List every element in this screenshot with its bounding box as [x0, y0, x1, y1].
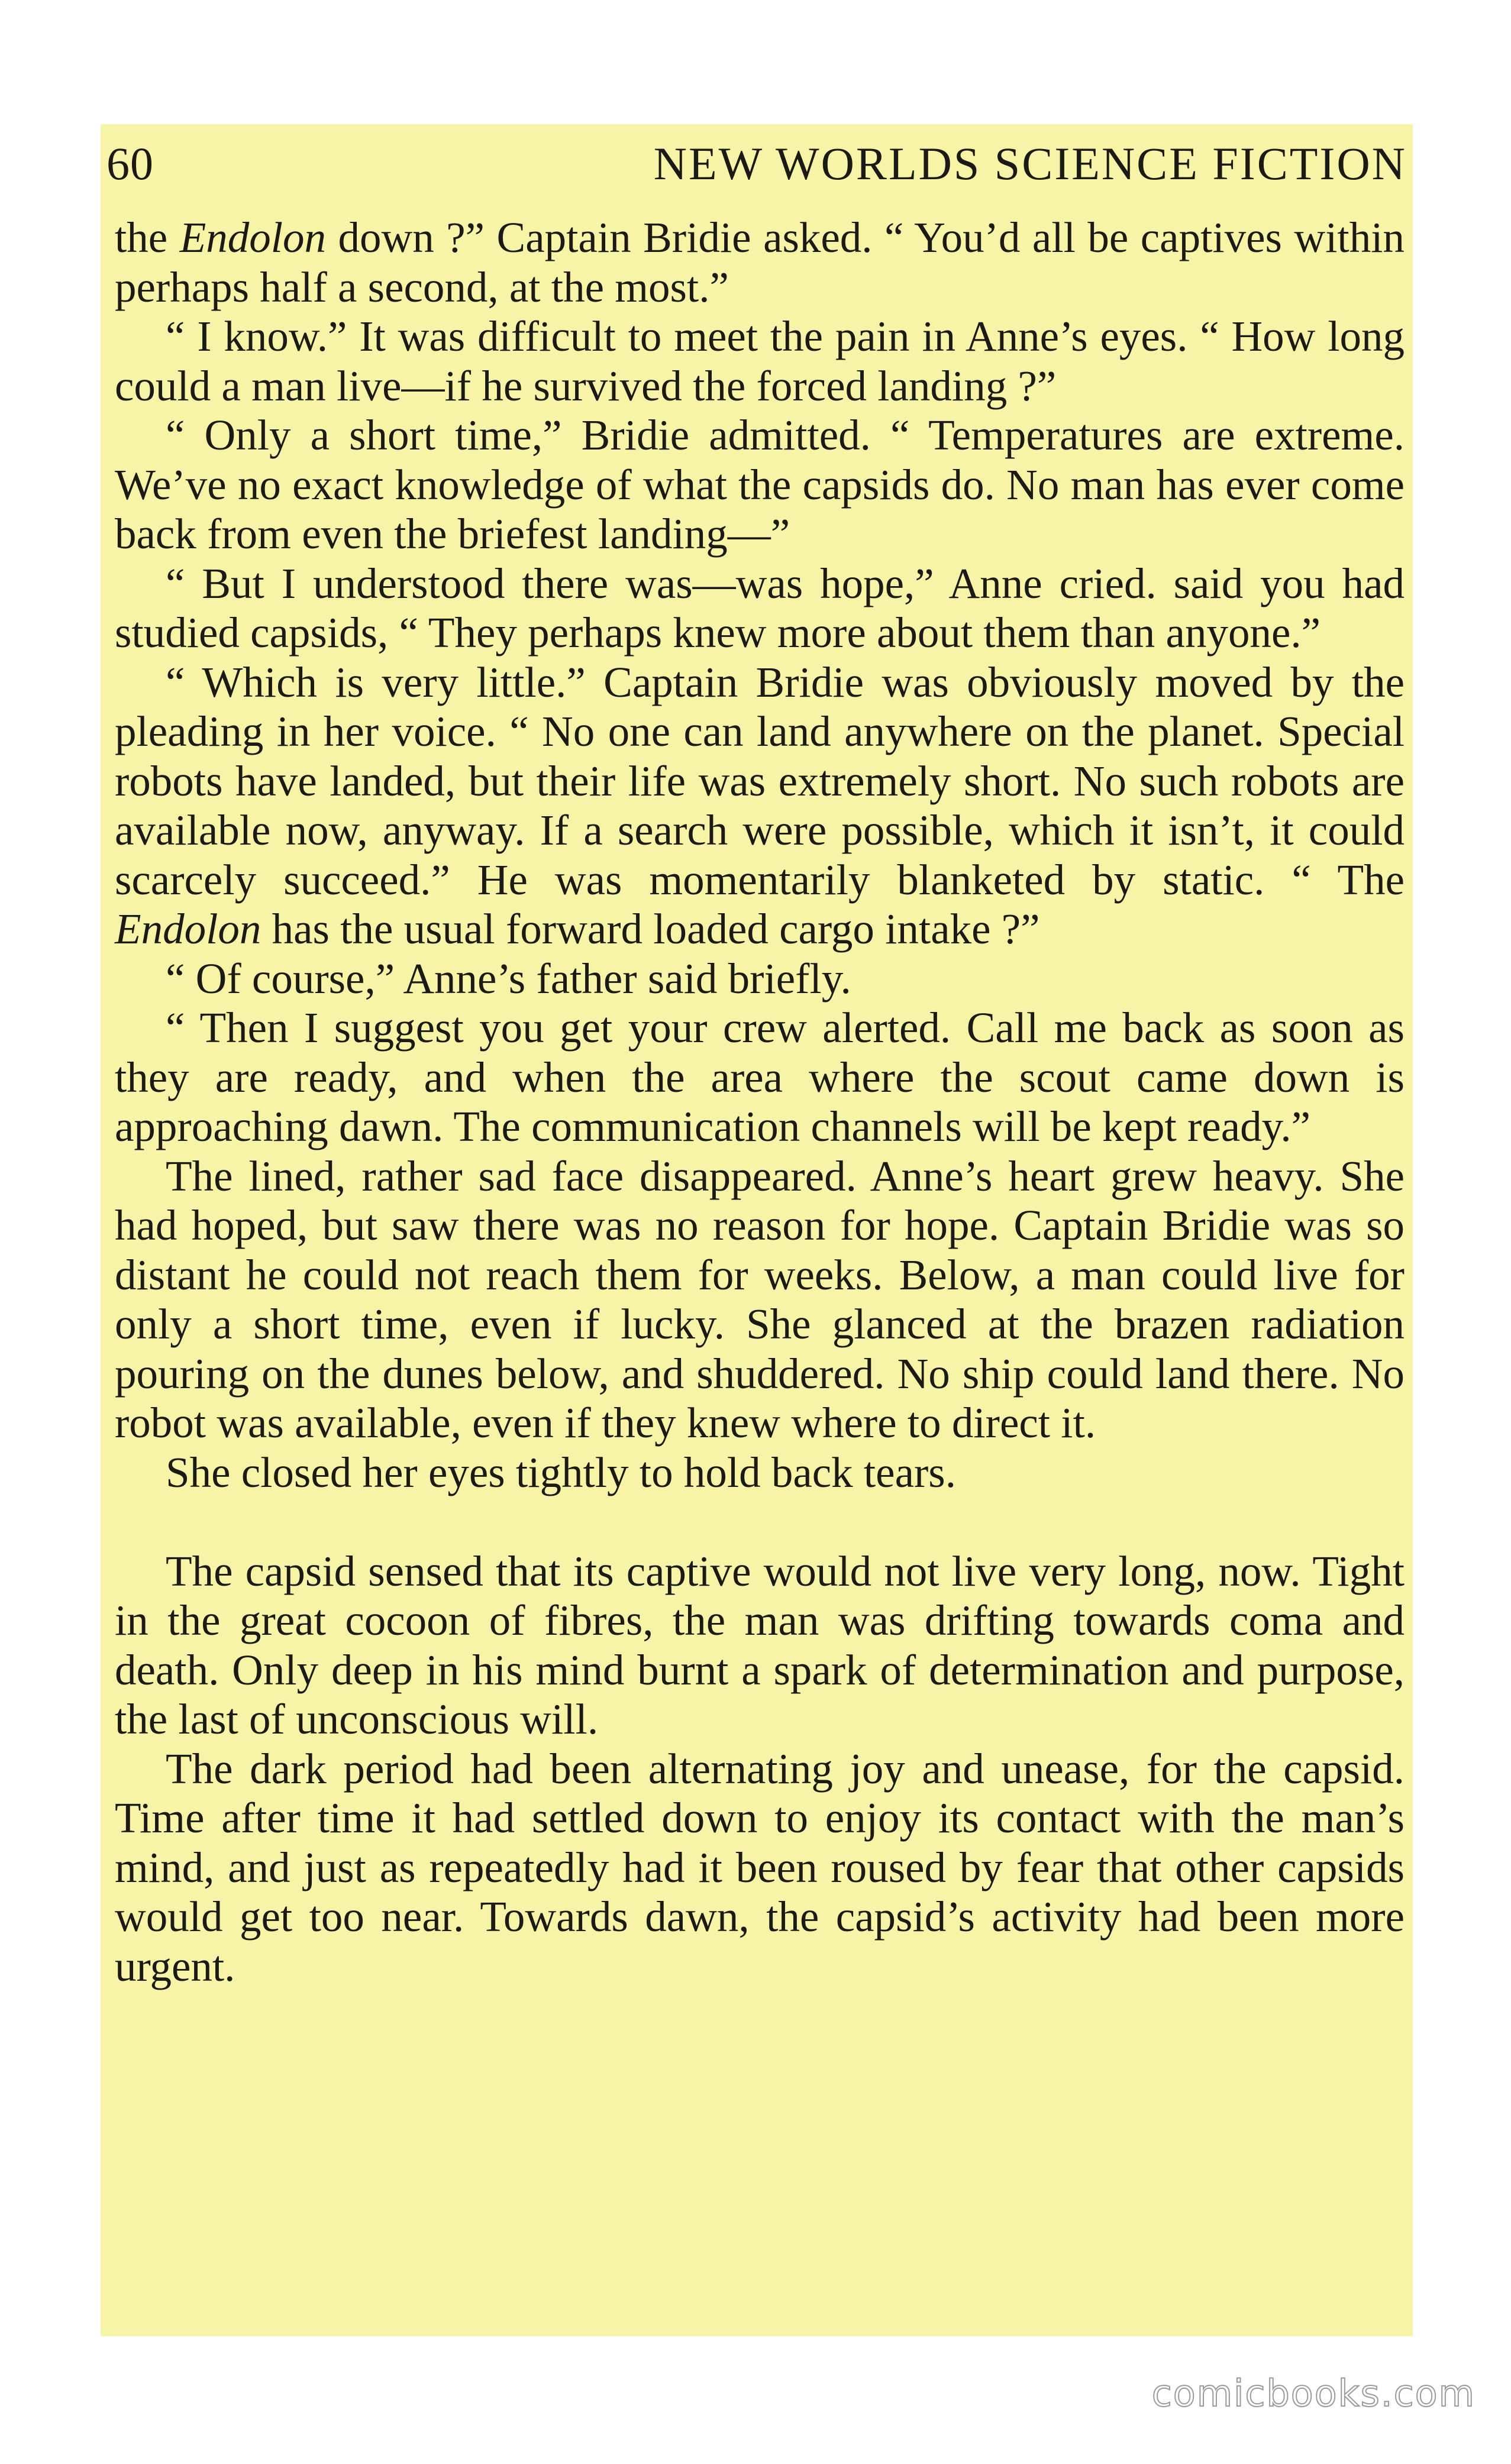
page-header	[106, 131, 1407, 196]
paragraph: “ But I understood there was—was hope,” Anne cried. said you had studied capsids, “ They perhaps knew more about them than anyone.”	[115, 559, 1405, 657]
paragraph: “ Of course,” Anne’s father said briefly.	[166, 954, 851, 1003]
paragraph: “ Which is very little.” Captain Bridie was obviously moved by the pleading in her voice. “ No one can land anywhere on the planet. Special robots have landed, but their life was extremely short. No such robots are available now, anyway. If a search were possible, which it isn’t, it could scarcely succeed.” He was momentarily blanketed by static. “ The Endolon has the usual forward loaded cargo intake ?”	[115, 658, 1405, 953]
watermark: comicbooks.com	[1151, 2372, 1476, 2415]
paragraph: She closed her eyes tightly to hold back tears.	[166, 1448, 956, 1496]
paragraph: the Endolon down ?” Captain Bridie asked. “ You’d all be captives within perhaps half a second, at the most.”	[115, 214, 1405, 311]
paragraph: “ Then I suggest you get your crew alerted. Call me back as soon as they are ready, and when the area where the scout came down is approaching dawn. The communication channels will be kept ready.”	[115, 1004, 1405, 1150]
body-text	[115, 213, 1405, 1991]
paragraph: The capsid sensed that its captive would not live very long, now. Tight in the great cocoon of fibres, the man was drifting towards coma and death. Only deep in his mind burnt a spark of determination and purpose, the last of unconscious will.	[115, 1547, 1405, 1743]
paragraph: “ I know.” It was difficult to meet the pain in Anne’s eyes. “ How long could a man live—if he survived the forced landing ?”	[115, 312, 1405, 410]
paragraph: The lined, rather sad face disappeared. Anne’s heart grew heavy. She had hoped, but saw there was no reason for hope. Captain Bridie was so distant he could not reach them for weeks. Below, a man could live for only a short time, even if lucky. She glanced at the brazen radiation pouring on the dunes below, and shuddered. No ship could land there. No robot was available, even if they knew where to direct it.	[115, 1152, 1405, 1447]
running-title: NEW WORLDS SCIENCE FICTION	[653, 138, 1407, 189]
paragraph: “ Only a short time,” Bridie admitted. “ Temperatures are extreme. We’ve no exact knowledge of what the capsids do. No man has ever come back from even the briefest landing—”	[115, 411, 1405, 558]
book-page	[101, 124, 1413, 2336]
paragraph: The dark period had been alternating joy and unease, for the capsid. Time after time it had settled down to enjoy its contact with the man’s mind, and just as repeatedly had it been roused by fear that other capsids would get too near. Towards dawn, the capsid’s activity had been more urgent.	[115, 1744, 1405, 1990]
page-number: 60	[106, 138, 154, 189]
